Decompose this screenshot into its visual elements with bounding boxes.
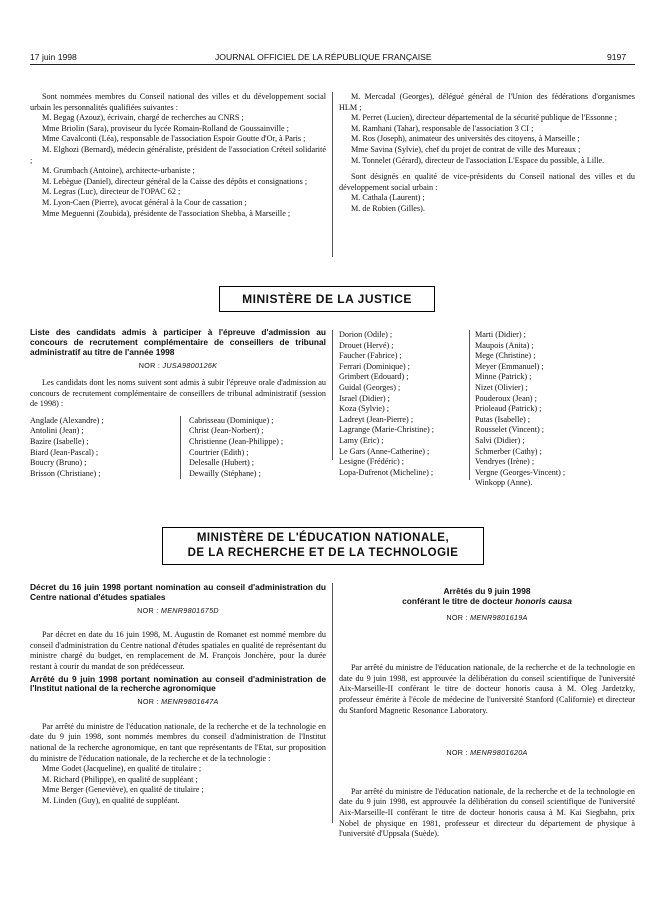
names-list-d <box>475 330 635 489</box>
decree1-text: Par décret en date du 16 juin 1998, M. Augustin de Romanet est nommé membre du conseil d'administration du Centre national d'études spatiales en qualité de représentant du ministre chargé du budget, en remplacement de M. François Jonchère, pour la durée restant à courir du mandat de son prédécesseur. <box>30 630 326 671</box>
paragraph: M. Tonnelet (Gérard), directeur de l'association L'Espace du possible, à Lille. <box>351 155 605 165</box>
ministry-education-heading <box>162 527 484 565</box>
list-divider <box>469 330 470 480</box>
list-item: Biard (Jean-Pascal) ; <box>30 447 99 457</box>
names-list-c <box>339 330 469 478</box>
list-item: Israel (Didier) ; <box>339 393 390 403</box>
list-item: Vergne (Georges-Vincent) ; <box>475 467 566 477</box>
header-date: 17 juin 1998 <box>30 52 77 62</box>
list-item: Lagrange (Marie-Christine) ; <box>339 425 435 435</box>
nor-code: MENR9801619A <box>470 612 528 622</box>
list-item: Faucher (Fabrice) ; <box>339 351 402 361</box>
list-item: Salvi (Didier) ; <box>475 435 525 445</box>
list-item: Rousselet (Vincent) ; <box>475 425 545 435</box>
paragraph: Mme Cavalconti (Léa), responsable de l'association Espoir Goutte d'Or, à Paris ; <box>42 134 306 144</box>
member-line: Mme Berger (Geneviève), en qualité de titulaire ; <box>42 785 204 795</box>
column-divider <box>332 330 333 460</box>
list-divider <box>180 416 181 480</box>
paragraph: M. Mercadal (Georges), délégué général de l'Union des fédérations d'organismes HLM ; <box>339 92 635 112</box>
list-item: Marti (Didier) ; <box>475 330 526 339</box>
justice-title: Liste des candidats admis à participer à l'épreuve d'admission au concours de recrutement complémentaire de conseillers de tribunal administratif au titre de l'année 1998 <box>30 327 326 357</box>
arretes-title: Arrêtés du 9 juin 1998 <box>443 586 531 596</box>
list-item: Pouderoux (Jean) ; <box>475 393 537 403</box>
list-item: Boucry (Bruno) ; <box>30 458 87 468</box>
member-line: M. Linden (Guy), en qualité de suppléant. <box>42 795 180 805</box>
paragraph: M. Ros (Joseph), animateur des universités des citoyens, à Marseille ; <box>351 134 580 144</box>
list-item: Bazire (Isabelle) ; <box>30 436 89 446</box>
header-rule <box>30 64 635 65</box>
arrete1-text: Par arrêté du ministre de l'éducation nationale, de la recherche et de la technologie en date du 9 juin 1998, est approuvée la délibération du conseil scientifique de l'université Aix-Marseille-II conférant le titre de docteur honoris causa à M. Oleg Jardetzky, professeur émérite à l'école de médecine de l'université Stanford (Californie) et directeur du Stanford Magnetic Resonance Laboratory. <box>339 663 635 715</box>
list-item: Ladreyt (Jean-Pierre) ; <box>339 414 414 424</box>
list-item: Lesigne (Frédéric) ; <box>339 457 405 467</box>
nor-code: MENR9801675D <box>160 605 219 615</box>
list-item: Delesalle (Hubert) ; <box>189 458 255 468</box>
list-item: Lamy (Eric) ; <box>339 435 384 445</box>
paragraph: Sont désignés en qualité de vice-présidents du Conseil national des villes et du développement social urbain : <box>339 172 635 192</box>
justice-nor <box>30 361 326 372</box>
nor-code: MENR9801647A <box>161 697 219 707</box>
decree2-title: Arrêté du 9 juin 1998 portant nomination au conseil d'administration de l'Institut national de la recherche agronomique <box>30 673 326 694</box>
nor-code: JUSA9800126K <box>162 361 218 371</box>
paragraph: M. Lebègue (Daniel), directeur général de la Caisse des dépôts et consignations ; <box>42 176 308 186</box>
names-list-b <box>189 416 283 480</box>
list-item: Schmerber (Cathy) ; <box>475 446 542 456</box>
list-item: Dewailly (Stéphane) ; <box>189 468 261 478</box>
arrete2-text: Par arrêté du ministre de l'éducation nationale, de la recherche et de la technologie en date du 9 juin 1998, est approuvée la délibération du conseil scientifique de l'université Aix-Marseille-II conférant le titre de docteur honoris causa à M. Kai Siegbahn, prix Nobel de physique en 1981, professeur et directeur du département de physique à l'université d'Uppsala (Suède). <box>339 786 635 839</box>
decree2-nor <box>30 697 326 708</box>
member-line: Mme Godet (Jacqueline), en qualité de titulaire ; <box>42 764 202 774</box>
top-left-column <box>30 92 326 219</box>
list-item: Minne (Patrick) ; <box>475 372 532 382</box>
paragraph: M. Begag (Azouz), écrivain, chargé de recherches au CNRS ; <box>42 113 244 123</box>
paragraph: M. Cathala (Laurent) ; <box>351 193 425 203</box>
list-item: Anglade (Alexandre) ; <box>30 415 104 425</box>
member-line: M. Richard (Philippe), en qualité de suppléant ; <box>42 774 198 784</box>
list-item: Vendryes (Irène) ; <box>475 457 535 467</box>
list-item: Cabrisseau (Dominique) ; <box>189 415 274 425</box>
column-divider <box>332 92 333 257</box>
list-item: Le Gars (Anne-Catherine) ; <box>339 446 430 456</box>
paragraph: Mme Briolin (Sara), proviseur du lycée Romain-Rolland de Goussainville ; <box>42 123 289 133</box>
list-item: Lopa-Dufrenot (Micheline) ; <box>339 467 434 477</box>
ministry-line-2: DE LA RECHERCHE ET DE LA TECHNOLOGIE <box>187 547 459 559</box>
paragraph: M. Lyon-Caen (Pierre), avocat général à la Cour de cassation ; <box>42 197 247 207</box>
education-right-column <box>339 587 635 840</box>
list-item: Courtrier (Edith) ; <box>189 447 249 457</box>
list-item: Meyer (Emmanuel) ; <box>475 361 544 371</box>
names-list-a <box>30 416 180 480</box>
arretes-subtitle <box>339 597 635 607</box>
paragraph: M. Ramhani (Tahar), responsable de l'association 3 CI ; <box>351 123 534 133</box>
nor-label: NOR : <box>137 605 159 615</box>
decree2-text: Par arrêté du ministre de l'éducation nationale, de la recherche et de la technologie en date du 9 juin 1998, sont nommés membres du conseil d'administration de l'Institut national de la recherche agronomique, en tant que représentants de l'Etat, sur proposition du ministre de l'éducation nationale, de la recherche et de la technologie : <box>30 721 326 763</box>
decree1-nor <box>30 606 326 617</box>
list-item: Grimbert (Edouard) ; <box>339 372 409 382</box>
list-item: Guidal (Georges) ; <box>339 382 401 392</box>
list-item: Prioleaud (Patrick) ; <box>475 404 542 414</box>
arrete1-nor <box>339 613 635 624</box>
list-item: Dorion (Odile) ; <box>339 330 393 339</box>
nor-label: NOR : <box>446 748 468 758</box>
list-item: Christ (Jean-Norbert) ; <box>189 426 264 436</box>
nor-code: MENR9801620A <box>470 748 528 758</box>
ministry-justice-heading: MINISTÈRE DE LA JUSTICE <box>219 286 435 312</box>
list-item: Ferrari (Dominique) ; <box>339 361 410 371</box>
justice-left-column <box>30 328 326 479</box>
nor-label: NOR : <box>138 361 161 371</box>
paragraph: Mme Savina (Sylvie), chef du projet de contrat de ville des Mureaux ; <box>351 144 581 154</box>
paragraph: M. Grumbach (Antoine), architecte-urbaniste ; <box>42 166 195 176</box>
list-item: Koza (Sylvie) ; <box>339 404 390 414</box>
paragraph: M. Perret (Lucien), directeur départemental de la sécurité publique de l'Essonne ; <box>351 113 617 123</box>
list-item: Winkopp (Anne). <box>475 478 533 488</box>
top-right-column <box>339 92 635 215</box>
list-item: Brisson (Christiane) ; <box>30 468 101 478</box>
decree1-title: Décret du 16 juin 1998 portant nomination au conseil d'administration du Centre national d'études spatiales <box>30 582 326 602</box>
justice-intro: Les candidats dont les noms suivent sont admis à subir l'épreuve orale d'admission au concours de recrutement complémentaire de conseillers de tribunal administratif (session de 1998) : <box>30 377 326 409</box>
arrete2-nor <box>339 748 635 759</box>
paragraph: M. Elghozi (Bernard), médecin généraliste, président de l'association Créteil solidarité ; <box>30 144 326 165</box>
paragraph: M. de Robien (Gilles). <box>351 203 425 213</box>
list-item: Drouet (Hervé) ; <box>339 340 394 350</box>
paragraph: M. Legras (Luc), directeur de l'OPAC 62 ; <box>42 187 181 197</box>
list-item: Maupois (Anita) ; <box>475 340 534 350</box>
subtitle-italic: honoris causa <box>515 595 572 606</box>
journal-title: JOURNAL OFFICIEL DE LA RÉPUBLIQUE FRANÇAISE <box>215 52 432 62</box>
nor-label: NOR : <box>137 697 159 707</box>
ministry-line-1: MINISTÈRE DE L'ÉDUCATION NATIONALE, <box>196 532 450 544</box>
page-number: 9197 <box>607 52 627 62</box>
paragraph: Mme Meguenni (Zoubida), présidente de l'association Shebba, à Marseille ; <box>42 208 291 218</box>
list-item: Antolini (Jean) ; <box>30 426 84 436</box>
paragraph: Sont nommées membres du Conseil national des villes et du développement social urbain les personnalités qualifiées suivantes : <box>30 92 326 112</box>
list-item: Nizet (Olivier) ; <box>475 382 528 392</box>
subtitle-text: conférant le titre de docteur <box>402 595 516 606</box>
list-item: Christienne (Jean-Philippe) ; <box>189 436 284 446</box>
column-divider <box>332 583 333 823</box>
list-item: Putas (Isabelle) ; <box>475 414 531 424</box>
education-left-column <box>30 583 326 807</box>
nor-label: NOR : <box>446 612 468 622</box>
list-item: Mege (Christine) ; <box>475 351 536 361</box>
